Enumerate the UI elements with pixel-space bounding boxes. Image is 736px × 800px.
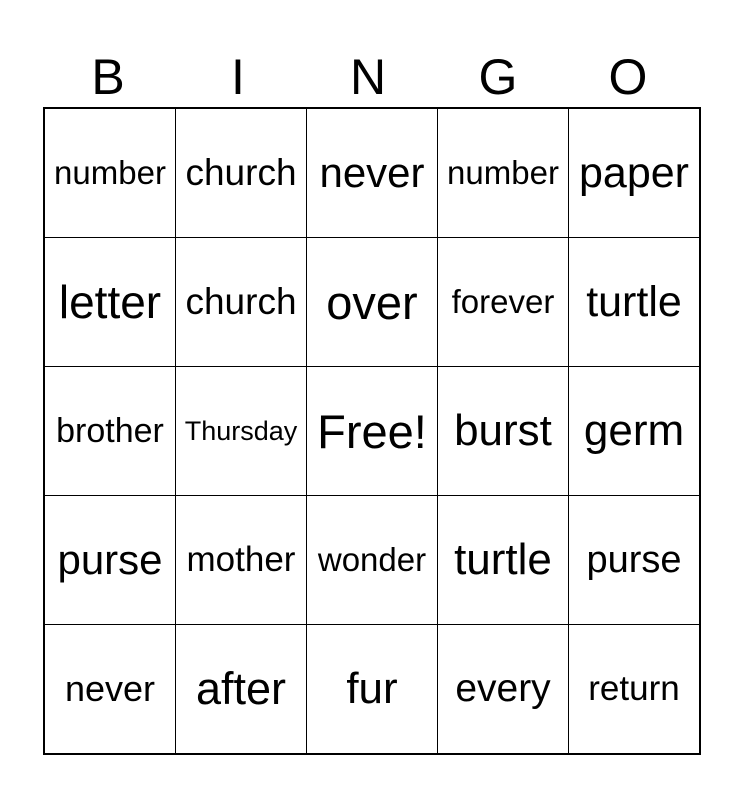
cell-r5c4[interactable]: every <box>438 625 569 755</box>
cell-r5c1[interactable]: never <box>44 625 176 755</box>
grid-row-1 <box>44 108 700 238</box>
grid-row-4 <box>44 496 700 625</box>
grid-row-5 <box>44 625 700 755</box>
cell-r3c4[interactable]: burst <box>438 367 569 496</box>
cell-r5c3[interactable]: fur <box>307 625 438 755</box>
header-letter-g: G <box>478 49 518 105</box>
free-space-cell[interactable]: Free! <box>307 367 438 496</box>
bingo-header <box>43 40 693 105</box>
cell-r4c1[interactable]: purse <box>44 496 176 625</box>
cell-r1c5[interactable]: paper <box>569 108 701 238</box>
cell-r5c2[interactable]: after <box>176 625 307 755</box>
bingo-card <box>43 40 693 755</box>
cell-r2c5[interactable]: turtle <box>569 238 701 367</box>
bingo-grid <box>43 107 701 755</box>
header-letter-i: I <box>231 49 245 105</box>
cell-r1c4[interactable]: number <box>438 108 569 238</box>
cell-r2c4[interactable]: forever <box>438 238 569 367</box>
cell-r3c2[interactable]: Thursday <box>176 367 307 496</box>
cell-r2c1[interactable]: letter <box>44 238 176 367</box>
cell-r2c2[interactable]: church <box>176 238 307 367</box>
grid-row-3 <box>44 367 700 496</box>
cell-r1c3[interactable]: never <box>307 108 438 238</box>
cell-r1c2[interactable]: church <box>176 108 307 238</box>
cell-r4c4[interactable]: turtle <box>438 496 569 625</box>
cell-r2c3[interactable]: over <box>307 238 438 367</box>
header-letter-n: N <box>349 49 387 105</box>
header-letter-o: O <box>608 49 648 105</box>
cell-r4c3[interactable]: wonder <box>307 496 438 625</box>
header-letter-b: B <box>91 49 125 105</box>
cell-r3c1[interactable]: brother <box>44 367 176 496</box>
cell-r1c1[interactable]: number <box>44 108 176 238</box>
cell-r5c5[interactable]: return <box>569 625 701 755</box>
grid-row-2 <box>44 238 700 367</box>
cell-r3c5[interactable]: germ <box>569 367 701 496</box>
cell-r4c5[interactable]: purse <box>569 496 701 625</box>
cell-r4c2[interactable]: mother <box>176 496 307 625</box>
